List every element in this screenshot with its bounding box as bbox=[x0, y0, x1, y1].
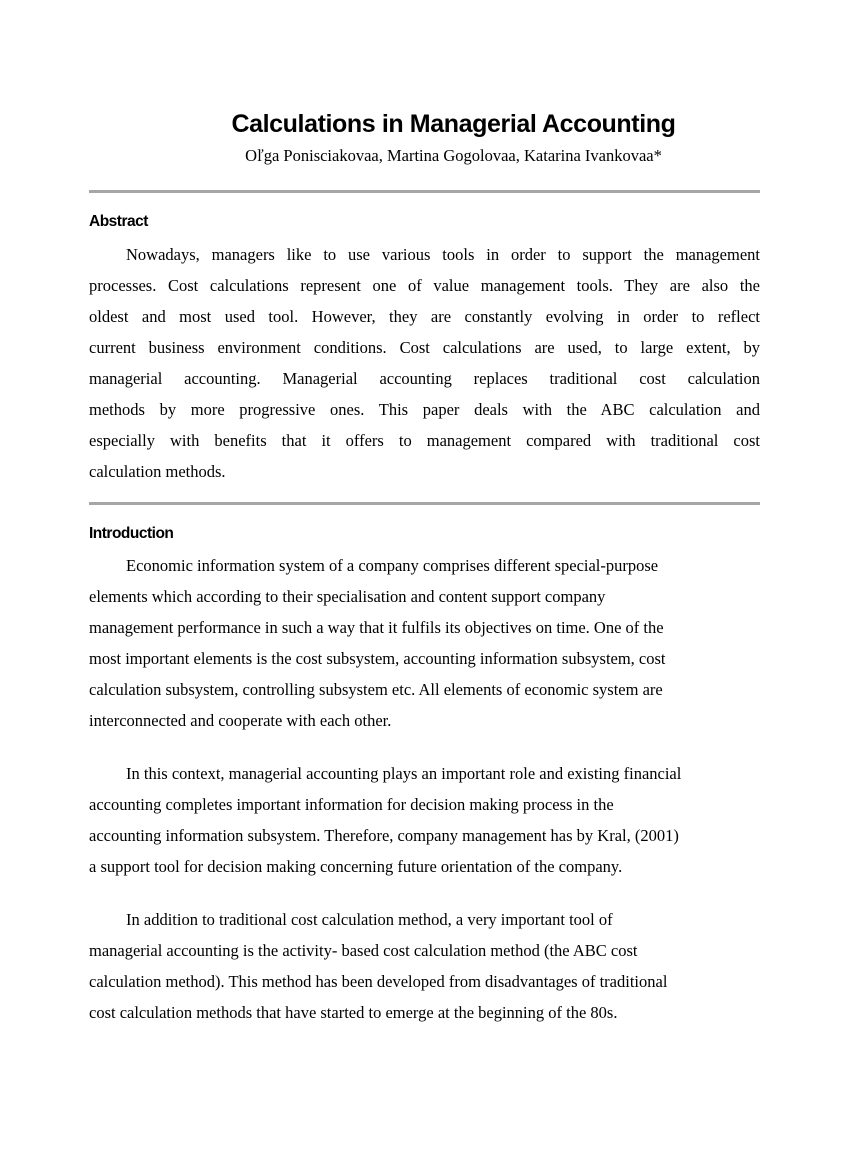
paper-authors: Oľga Ponisciakovaa, Martina Gogolovaa, Katarina Ivankovaa* bbox=[245, 146, 662, 165]
abstract-paragraph bbox=[89, 239, 760, 487]
introduction-paragraph-3 bbox=[89, 904, 760, 1028]
text-line: accounting information subsystem. Therefore, company management has by Kral, (2001) bbox=[89, 826, 679, 845]
text-line: a support tool for decision making concerning future orientation of the company. bbox=[89, 857, 623, 876]
text-line: managerial accounting is the activity- based cost calculation method (the ABC cost bbox=[89, 941, 638, 960]
text-line: Nowadays, managers like to use various tools in order to support the management bbox=[126, 245, 760, 264]
introduction-paragraph-2 bbox=[89, 758, 760, 882]
text-line: In this context, managerial accounting plays an important role and existing financial bbox=[126, 764, 682, 783]
text-line: current business environment conditions. Cost calculations are used, to large extent, by bbox=[89, 338, 760, 357]
text-line: elements which according to their specialisation and content support company bbox=[89, 587, 606, 606]
text-line: calculation methods. bbox=[89, 462, 226, 481]
introduction-heading: Introduction bbox=[89, 525, 174, 542]
text-line: accounting completes important information for decision making process in the bbox=[89, 795, 614, 814]
text-line: especially with benefits that it offers to management compared with traditional cost bbox=[89, 431, 760, 450]
text-line: management performance in such a way that it fulfils its objectives on time. One of the bbox=[89, 618, 664, 637]
abstract-heading: Abstract bbox=[89, 213, 148, 230]
text-line: calculation method). This method has been developed from disadvantages of traditional bbox=[89, 972, 668, 991]
text-line: Economic information system of a company comprises different special-purpose bbox=[126, 556, 659, 575]
paper-title: Calculations in Managerial Accounting bbox=[231, 110, 676, 138]
introduction-paragraph-1 bbox=[89, 550, 760, 736]
text-line: managerial accounting. Managerial accounting replaces traditional cost calculation bbox=[89, 369, 760, 388]
text-line: cost calculation methods that have started to emerge at the beginning of the 80s. bbox=[89, 1003, 618, 1022]
text-line: processes. Cost calculations represent one of value management tools. They are also the bbox=[89, 276, 760, 295]
text-line: methods by more progressive ones. This paper deals with the ABC calculation and bbox=[89, 400, 760, 419]
text-line: most important elements is the cost subsystem, accounting information subsystem, cost bbox=[89, 649, 666, 668]
text-line: interconnected and cooperate with each other. bbox=[89, 711, 392, 730]
abstract-divider bbox=[89, 502, 760, 505]
text-line: calculation subsystem, controlling subsystem etc. All elements of economic system are bbox=[89, 680, 663, 699]
text-line: In addition to traditional cost calculation method, a very important tool of bbox=[126, 910, 613, 929]
text-line: oldest and most used tool. However, they are constantly evolving in order to reflect bbox=[89, 307, 760, 326]
header-divider bbox=[89, 190, 760, 193]
